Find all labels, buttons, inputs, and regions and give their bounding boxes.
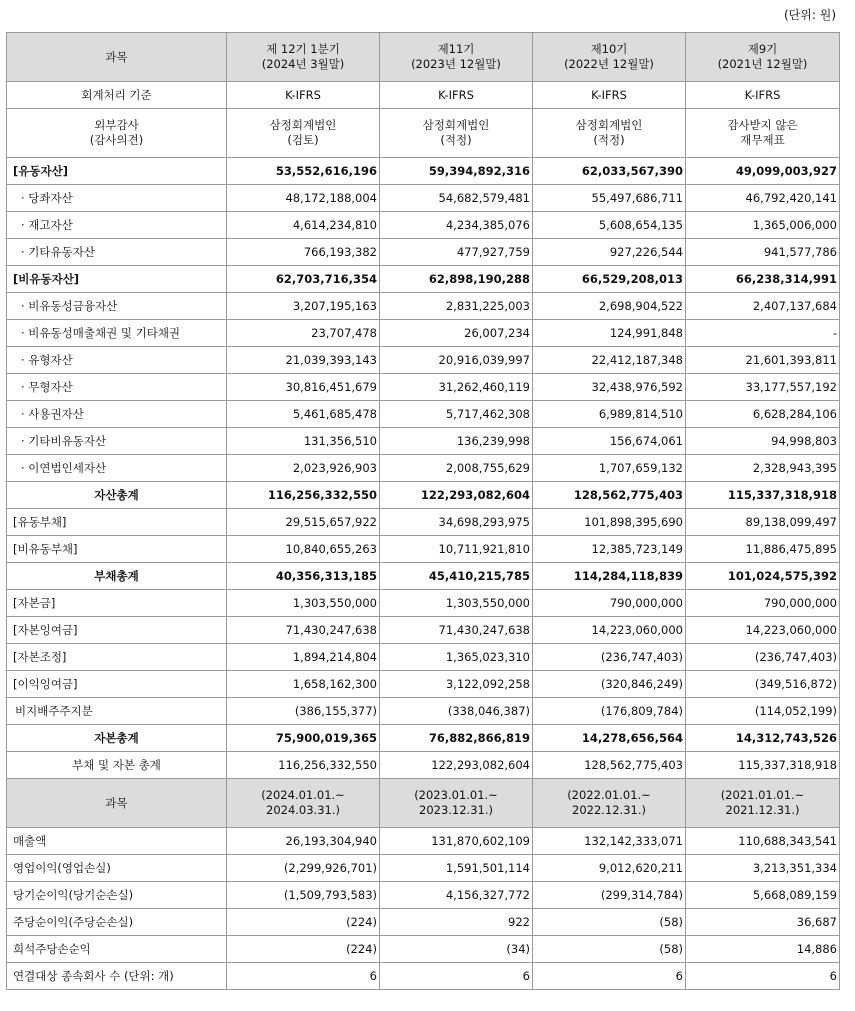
cell-value: (58) (533, 909, 686, 936)
cell-value: (299,314,784) (533, 882, 686, 909)
cell-value: 4,156,327,772 (380, 882, 533, 909)
cell-value: 1,591,501,114 (380, 855, 533, 882)
cell-value: 66,529,208,013 (533, 266, 686, 293)
cell-value: 59,394,892,316 (380, 158, 533, 185)
table-row (7, 698, 840, 725)
cell-value: 32,438,976,592 (533, 374, 686, 401)
cell-value: 36,687 (686, 909, 840, 936)
cell-value: 1,303,550,000 (380, 590, 533, 617)
cell-value: 2,008,755,629 (380, 455, 533, 482)
table-row (7, 482, 840, 509)
cell-value: 삼정회계법인 (적정) (533, 109, 686, 158)
row-label: · 유형자산 (7, 347, 227, 374)
cell-value: 116,256,332,550 (227, 482, 380, 509)
cell-value: 110,688,343,541 (686, 828, 840, 855)
cell-value: K-IFRS (533, 82, 686, 109)
period-end: 2021.12.31.) (725, 803, 800, 817)
cell-value: 115,337,318,918 (686, 482, 840, 509)
cell-value: 6 (533, 963, 686, 990)
period-start: (2021.01.01.~ (720, 788, 805, 802)
cell-value: 6 (686, 963, 840, 990)
cell-value: 5,608,654,135 (533, 212, 686, 239)
table-row (7, 671, 840, 698)
cell-value: (236,747,403) (686, 644, 840, 671)
cell-value: 128,562,775,403 (533, 482, 686, 509)
row-label: [비유동자산] (7, 266, 227, 293)
cell-value: 45,410,215,785 (380, 563, 533, 590)
cell-value: 21,039,393,143 (227, 347, 380, 374)
cell-value: 1,894,214,804 (227, 644, 380, 671)
header-period (380, 779, 533, 828)
cell-value: 2,831,225,003 (380, 293, 533, 320)
cell-value: 922 (380, 909, 533, 936)
table-row (7, 239, 840, 266)
cell-value: 48,172,188,004 (227, 185, 380, 212)
table-row (7, 752, 840, 779)
row-label: 부채 및 자본 총계 (7, 752, 227, 779)
cell-value: (1,509,793,583) (227, 882, 380, 909)
cell-value: 131,356,510 (227, 428, 380, 455)
cell-value: 26,193,304,940 (227, 828, 380, 855)
cell-value: 14,278,656,564 (533, 725, 686, 752)
row-label: · 재고자산 (7, 212, 227, 239)
table-row (7, 266, 840, 293)
cell-value: 89,138,099,497 (686, 509, 840, 536)
row-label: · 비유동성매출채권 및 기타채권 (7, 320, 227, 347)
cell-value: 31,262,460,119 (380, 374, 533, 401)
cell-value: 101,898,395,690 (533, 509, 686, 536)
accounting-standard-row (7, 82, 840, 109)
table-row (7, 536, 840, 563)
cell-value: 66,238,314,991 (686, 266, 840, 293)
table-row (7, 455, 840, 482)
cell-value: 14,886 (686, 936, 840, 963)
cell-value: 3,122,092,258 (380, 671, 533, 698)
cell-value: 5,461,685,478 (227, 401, 380, 428)
cell-value: 75,900,019,365 (227, 725, 380, 752)
row-label: 자산총계 (7, 482, 227, 509)
unit-label: (단위: 원) (784, 8, 836, 22)
period-start: (2022.01.01.~ (567, 788, 651, 802)
cell-value: 29,515,657,922 (227, 509, 380, 536)
cell-value: 790,000,000 (686, 590, 840, 617)
row-label: 매출액 (7, 828, 227, 855)
period-end: 2024.03.31.) (266, 803, 340, 817)
cell-value: 40,356,313,185 (227, 563, 380, 590)
cell-value: 10,711,921,810 (380, 536, 533, 563)
cell-value: 790,000,000 (533, 590, 686, 617)
cell-value: (338,046,387) (380, 698, 533, 725)
cell-value: (320,846,249) (533, 671, 686, 698)
row-label: [이익잉여금] (7, 671, 227, 698)
table-header-row (7, 33, 840, 82)
row-label: 비지배주주지분 (7, 698, 227, 725)
cell-value: 122,293,082,604 (380, 482, 533, 509)
cell-value: 30,816,451,679 (227, 374, 380, 401)
cell-value: (236,747,403) (533, 644, 686, 671)
row-label: · 기타비유동자산 (7, 428, 227, 455)
header-period: 제11기 (2023년 12월말) (380, 33, 533, 82)
cell-value: 5,668,089,159 (686, 882, 840, 909)
table-row (7, 963, 840, 990)
cell-value: 1,303,550,000 (227, 590, 380, 617)
cell-value: - (686, 320, 840, 347)
cell-value: 2,698,904,522 (533, 293, 686, 320)
table-row (7, 428, 840, 455)
cell-value: 131,870,602,109 (380, 828, 533, 855)
cell-value: 62,033,567,390 (533, 158, 686, 185)
table-row (7, 644, 840, 671)
row-label: [비유동부채] (7, 536, 227, 563)
table-row (7, 374, 840, 401)
header-item-label: 과목 (7, 33, 227, 82)
cell-value: 20,916,039,997 (380, 347, 533, 374)
table-row (7, 590, 840, 617)
header-item-label: 과목 (7, 779, 227, 828)
cell-value: 766,193,382 (227, 239, 380, 266)
cell-value: 3,213,351,334 (686, 855, 840, 882)
row-label: · 기타유동자산 (7, 239, 227, 266)
cell-value: 124,991,848 (533, 320, 686, 347)
cell-value: 76,882,866,819 (380, 725, 533, 752)
cell-value: (176,809,784) (533, 698, 686, 725)
row-label: 자본총계 (7, 725, 227, 752)
cell-value: 6 (380, 963, 533, 990)
row-label: · 당좌자산 (7, 185, 227, 212)
cell-value: 53,552,616,196 (227, 158, 380, 185)
cell-value: 927,226,544 (533, 239, 686, 266)
cell-value: 23,707,478 (227, 320, 380, 347)
cell-value: 14,223,060,000 (686, 617, 840, 644)
table-row (7, 617, 840, 644)
cell-value: 1,707,659,132 (533, 455, 686, 482)
row-label: · 무형자산 (7, 374, 227, 401)
cell-value: 62,703,716,354 (227, 266, 380, 293)
cell-value: 14,223,060,000 (533, 617, 686, 644)
external-audit-row (7, 109, 840, 158)
header-period (686, 779, 840, 828)
cell-value: 941,577,786 (686, 239, 840, 266)
row-label: 영업이익(영업손실) (7, 855, 227, 882)
row-label: 회계처리 기준 (7, 82, 227, 109)
cell-value: 10,840,655,263 (227, 536, 380, 563)
header-period (227, 779, 380, 828)
cell-value: 6 (227, 963, 380, 990)
cell-value: 55,497,686,711 (533, 185, 686, 212)
header-period: 제10기 (2022년 12월말) (533, 33, 686, 82)
row-label: [자본금] (7, 590, 227, 617)
cell-value: (2,299,926,701) (227, 855, 380, 882)
cell-value: 156,674,061 (533, 428, 686, 455)
row-label: 외부감사 (감사의견) (7, 109, 227, 158)
row-label: · 사용권자산 (7, 401, 227, 428)
cell-value: 122,293,082,604 (380, 752, 533, 779)
table-row (7, 509, 840, 536)
cell-value: 12,385,723,149 (533, 536, 686, 563)
cell-value: 2,407,137,684 (686, 293, 840, 320)
row-label: 부채총계 (7, 563, 227, 590)
cell-value: K-IFRS (380, 82, 533, 109)
table-row (7, 725, 840, 752)
cell-value: 114,284,118,839 (533, 563, 686, 590)
cell-value: 감사받지 않은 재무제표 (686, 109, 840, 158)
cell-value: 9,012,620,211 (533, 855, 686, 882)
cell-value: 2,023,926,903 (227, 455, 380, 482)
row-label: 연결대상 종속회사 수 (단위: 개) (7, 963, 227, 990)
cell-value: 4,234,385,076 (380, 212, 533, 239)
table-row (7, 293, 840, 320)
cell-value: 136,239,998 (380, 428, 533, 455)
header-period: 제 12기 1분기 (2024년 3월말) (227, 33, 380, 82)
cell-value: 477,927,759 (380, 239, 533, 266)
cell-value: 4,614,234,810 (227, 212, 380, 239)
cell-value: 14,312,743,526 (686, 725, 840, 752)
cell-value: 94,998,803 (686, 428, 840, 455)
cell-value: K-IFRS (686, 82, 840, 109)
cell-value: 116,256,332,550 (227, 752, 380, 779)
table-row (7, 320, 840, 347)
cell-value: 49,099,003,927 (686, 158, 840, 185)
row-label: 당기순이익(당기순손실) (7, 882, 227, 909)
row-label: [자본조정] (7, 644, 227, 671)
cell-value: 54,682,579,481 (380, 185, 533, 212)
cell-value: (224) (227, 909, 380, 936)
row-label: · 비유동성금융자산 (7, 293, 227, 320)
cell-value: (34) (380, 936, 533, 963)
cell-value: K-IFRS (227, 82, 380, 109)
cell-value: (349,516,872) (686, 671, 840, 698)
table-row (7, 909, 840, 936)
cell-value: 33,177,557,192 (686, 374, 840, 401)
table-row (7, 347, 840, 374)
cell-value: 삼정회계법인 (적정) (380, 109, 533, 158)
cell-value: 21,601,393,811 (686, 347, 840, 374)
financial-summary-table (6, 32, 840, 990)
row-label: 희석주당손순익 (7, 936, 227, 963)
cell-value: 71,430,247,638 (227, 617, 380, 644)
cell-value: 3,207,195,163 (227, 293, 380, 320)
cell-value: 115,337,318,918 (686, 752, 840, 779)
header-period (533, 779, 686, 828)
cell-value: 71,430,247,638 (380, 617, 533, 644)
table-row (7, 185, 840, 212)
cell-value: 1,365,006,000 (686, 212, 840, 239)
period-start: (2024.01.01.~ (261, 788, 345, 802)
cell-value: 5,717,462,308 (380, 401, 533, 428)
header-period: 제9기 (2021년 12월말) (686, 33, 840, 82)
row-label: [유동부채] (7, 509, 227, 536)
table-row (7, 855, 840, 882)
cell-value: (58) (533, 936, 686, 963)
row-label: 주당순이익(주당순손실) (7, 909, 227, 936)
table-row (7, 212, 840, 239)
table-row (7, 563, 840, 590)
cell-value: 34,698,293,975 (380, 509, 533, 536)
cell-value: 11,886,475,895 (686, 536, 840, 563)
cell-value: (386,155,377) (227, 698, 380, 725)
cell-value: 1,365,023,310 (380, 644, 533, 671)
cell-value: (224) (227, 936, 380, 963)
period-start: (2023.01.01.~ (414, 788, 498, 802)
cell-value: 삼정회계법인 (검토) (227, 109, 380, 158)
cell-value: 46,792,420,141 (686, 185, 840, 212)
period-end: 2023.12.31.) (419, 803, 493, 817)
cell-value: (114,052,199) (686, 698, 840, 725)
cell-value: 6,628,284,106 (686, 401, 840, 428)
cell-value: 62,898,190,288 (380, 266, 533, 293)
cell-value: 6,989,814,510 (533, 401, 686, 428)
cell-value: 101,024,575,392 (686, 563, 840, 590)
cell-value: 22,412,187,348 (533, 347, 686, 374)
cell-value: 1,658,162,300 (227, 671, 380, 698)
table-row (7, 158, 840, 185)
income-statement-header-row (7, 779, 840, 828)
table-row (7, 828, 840, 855)
table-row (7, 882, 840, 909)
cell-value: 2,328,943,395 (686, 455, 840, 482)
table-row (7, 401, 840, 428)
row-label: [유동자산] (7, 158, 227, 185)
cell-value: 132,142,333,071 (533, 828, 686, 855)
row-label: [자본잉여금] (7, 617, 227, 644)
table-row (7, 936, 840, 963)
row-label: · 이연법인세자산 (7, 455, 227, 482)
period-end: 2022.12.31.) (572, 803, 646, 817)
cell-value: 128,562,775,403 (533, 752, 686, 779)
cell-value: 26,007,234 (380, 320, 533, 347)
